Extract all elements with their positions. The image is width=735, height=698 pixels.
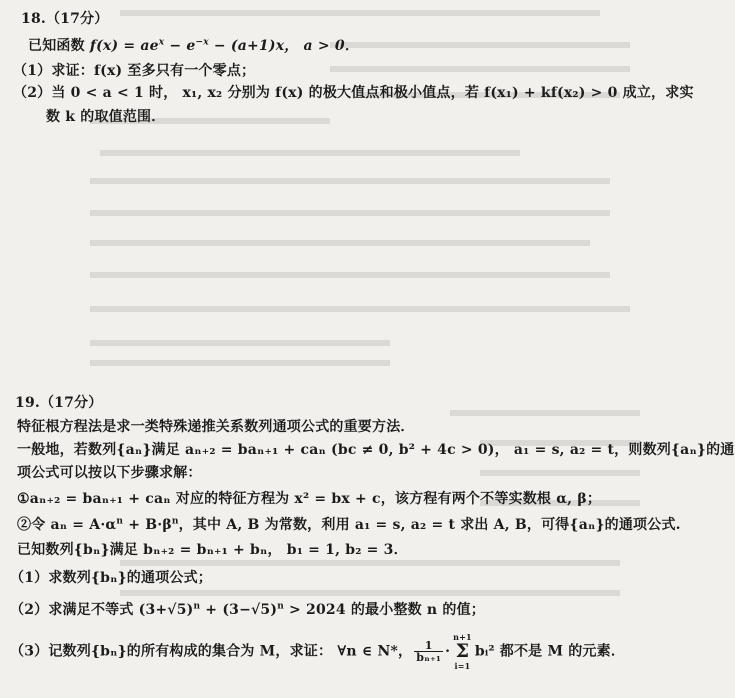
q19-part3 [10, 632, 625, 671]
q19-p3-sum-upper: n+1 [453, 632, 472, 642]
q19-p3-summation [453, 632, 472, 671]
q19-p2-post: > 2024 的最小整数 n 的值； [283, 602, 485, 618]
q18-header: 18.（17分） [21, 11, 109, 27]
q19-known: 已知数列{bₙ}满足 bₙ₊₂ = bₙ₊₁ + bₙ， b₁ = 1, b₂ = 3． [17, 542, 408, 558]
q19-step2-post: ，其中 A, B 为常数，利用 a₁ = s, a₂ = t 求出 A, B，可得{aₙ}的通项公式. [178, 517, 681, 533]
q19-step2-pre: ②令 aₙ = A·α [17, 517, 117, 533]
q18-stem-pre: 已知函数 [28, 38, 90, 54]
q19-p2-sup2: n [277, 601, 284, 612]
q18-stem-exp1: x [158, 37, 165, 48]
q18-part1: （1）求证：f(x) 至多只有一个零点； [13, 63, 256, 79]
q19-intro-2: 一般地，若数列{aₙ}满足 aₙ₊₂ = baₙ₊₁ + caₙ (bc ≠ 0, b² + 4c > 0)， a₁ = s, a₂ = t，则数列{aₙ}的通 [17, 442, 735, 458]
q19-p2-sup1: n [193, 601, 201, 612]
q19-step-2 [17, 514, 681, 534]
q19-intro-3: 项公式可以按以下步骤求解： [17, 465, 202, 481]
q19-step-1: ①aₙ₊₂ = baₙ₊₁ + caₙ 对应的特征方程为 x² = bx + c，该方程有两个不等实数根 α, β； [17, 491, 602, 507]
q19-p3-frac-den: bₙ₊₁ [416, 651, 442, 664]
q18-stem-exp2: −x [195, 37, 209, 48]
q19-p2-mid: + (3−√5) [200, 602, 278, 618]
q19-p3-pre: （3）记数列{bₙ}的所有构成的集合为 M，求证： ∀n ∈ N*， [10, 643, 413, 660]
q18-stem-func: f(x) = ae [89, 38, 159, 54]
q18-part2: （2）当 0 < a < 1 时， x₁, x₂ 分别为 f(x) 的极大值点和极小值点，若 f(x₁) + kf(x₂) > 0 成立，求实 [13, 85, 694, 101]
q18-part2-cont: 数 k 的取值范围． [46, 109, 166, 125]
q19-step2-mid: + B·β [123, 517, 172, 533]
q19-intro-1: 特征根方程法是求一类特殊递推关系数列通项公式的重要方法． [17, 419, 415, 435]
q19-p3-fraction [414, 640, 443, 663]
q19-step2-sup1: n [116, 516, 124, 527]
q18-stem [28, 35, 359, 55]
q18-stem-post: − (a+1)x， a > 0． [208, 38, 360, 54]
q19-p2-pre: （2）求满足不等式 (3+√5) [10, 602, 194, 618]
q19-part1: （1）求数列{bₙ}的通项公式； [10, 570, 213, 586]
q19-header: 19.（17分） [15, 395, 103, 411]
q18-stem-mid: − e [164, 38, 196, 54]
q19-p3-post: bᵢ² 都不是 M 的元素． [474, 643, 626, 660]
q19-p3-dot: · [445, 643, 451, 660]
q19-part2 [10, 599, 485, 619]
q19-p3-sigma: Σ [455, 640, 470, 662]
q19-p3-sum-lower: i=1 [454, 661, 471, 671]
q19-p3-frac-num: 1 [414, 640, 443, 652]
q19-step2-sup2: n [171, 516, 179, 527]
